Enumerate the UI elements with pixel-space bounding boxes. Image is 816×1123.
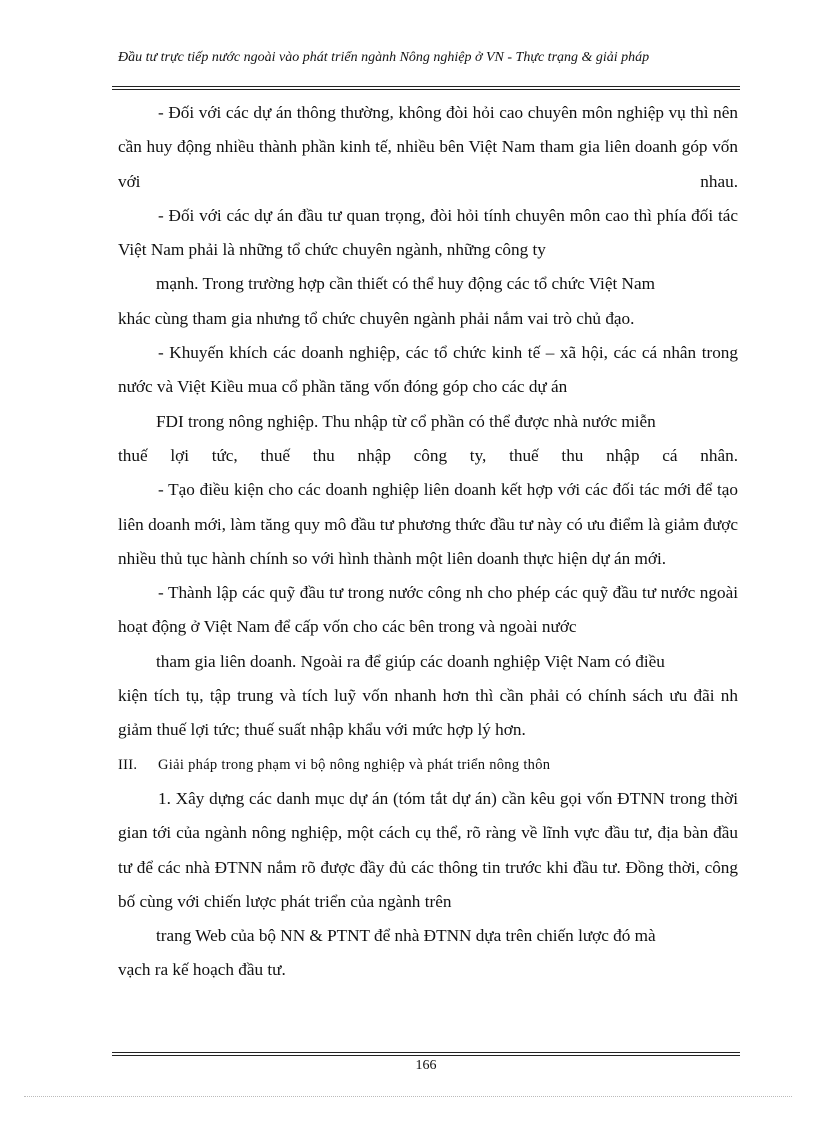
paragraph-6: 1. Xây dựng các danh mục dự án (tóm tắt dự án) cần kêu gọi vốn ĐTNN trong thời gian tới của ngành nông nghiệp, một cách cụ thể, rõ ràng về lĩnh vực đầu tư, địa bàn đầu tư để các nhà ĐTNN nắm rõ được đầy đủ các thông tin trước khi đầu tư. Đồng thời, công bố cùng với chiến lược phát triển của ngành trên (118, 788, 738, 911)
paragraph-6-end: vạch ra kế hoạch đầu tư. (118, 960, 286, 980)
paragraph-4: - Tạo điều kiện cho các doanh nghiệp liên doanh kết hợp với các đối tác mới để tạo liên doanh mới, làm tăng quy mô đầu tư phương thức đầu tư này có ưu điểm là giảm được nhiều thủ tục hành chính so với hình thành một liên doanh thực hiện dự án mới. (118, 480, 738, 568)
page-number: 166 (415, 1058, 437, 1073)
footer-rule (112, 1052, 740, 1053)
section-number: III. (118, 756, 138, 773)
paragraph-5-continued: tham gia liên doanh. Ngoài ra để giúp các doanh nghiệp Việt Nam có điều (156, 651, 665, 671)
header-rule-double (112, 89, 740, 90)
paragraph-3: - Khuyến khích các doanh nghiệp, các tổ chức kinh tế – xã hội, các cá nhân trong nước và Việt Kiều mua cổ phần tăng vốn đóng góp cho các dự án (118, 343, 738, 397)
page-body (118, 96, 738, 988)
paragraph-2-end: khác cùng tham gia nhưng tổ chức chuyên ngành phải nắm vai trò chủ đạo. (118, 308, 635, 328)
paragraph-6-continued: trang Web của bộ NN & PTNT để nhà ĐTNN dựa trên chiến lược đó mà (156, 926, 656, 946)
running-header: Đầu tư trực tiếp nước ngoài vào phát triển ngành Nông nghiệp ở VN - Thực trạng & giải pháp (118, 50, 650, 65)
footer-rule-double (112, 1055, 740, 1056)
paragraph-3-end: thuế lợi tức, thuế thu nhập công ty, thuế thu nhập cá nhân. (118, 445, 738, 465)
paragraph-2-continued: mạnh. Trong trường hợp cần thiết có thể huy động các tổ chức Việt Nam (156, 274, 655, 294)
paragraph-5-end: kiện tích tụ, tập trung và tích luỹ vốn nhanh hơn thì cần phải có chính sách ưu đãi nh giảm thuế lợi tức; thuế suất nhập khẩu với mức hợp lý hơn. (118, 686, 738, 740)
paragraph-5: - Thành lập các quỹ đầu tư trong nước công nh cho phép các quỹ đầu tư nước ngoài hoạt động ở Việt Nam để cấp vốn cho các bên trong và ngoài nước (118, 583, 738, 637)
page-bottom-border (24, 1096, 792, 1097)
header-rule (112, 86, 740, 87)
paragraph-1: - Đối với các dự án thông thường, không đòi hỏi cao chuyên môn nghiệp vụ thì nên cần huy động nhiều thành phần kinh tế, nhiều bên Việt Nam tham gia liên doanh góp vốn với nhau. (118, 103, 738, 191)
paragraph-2: - Đối với các dự án đầu tư quan trọng, đòi hỏi tính chuyên môn cao thì phía đối tác Việt Nam phải là những tổ chức chuyên ngành, những công ty (118, 205, 738, 260)
section-heading (118, 748, 738, 782)
section-title: Giải pháp trong phạm vi bộ nông nghiệp và phát triển nông thôn (158, 756, 551, 773)
paragraph-3-continued: FDI trong nông nghiệp. Thu nhập từ cổ phần có thể được nhà nước miễn (156, 411, 656, 431)
